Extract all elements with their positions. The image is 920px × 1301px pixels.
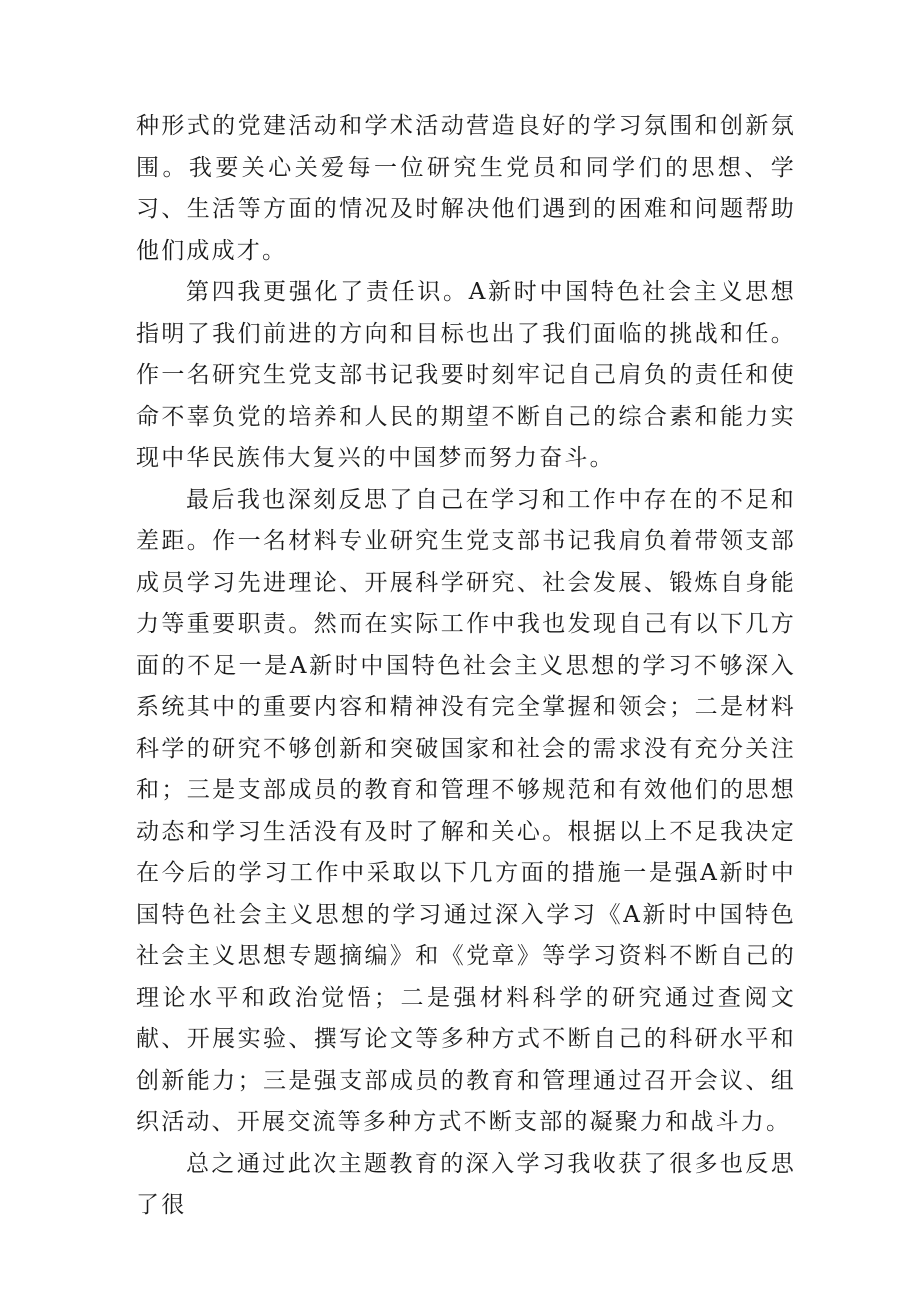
paragraph-1: 种形式的党建活动和学术活动营造良好的学习氛围和创新氛围。我要关心关爱每一位研究生党员和同学们的思想、学习、生活等方面的情况及时解决他们遇到的困难和问题帮助他们成成才。 bbox=[136, 113, 796, 264]
paragraph-3: 最后我也深刻反思了自己在学习和工作中存在的不足和差距。作一名材料专业研究生党支部书记我肩负着带领支部成员学习先进理论、开展科学研究、社会发展、锻炼自身能力等重要职责。然而在实际工作中我也发现自己有以下几方面的不足一是A新时中国特色社会主义思想的学习不够深入系统其中的重要内容和精神没有完全掌握和领会；二是材料科学的研究不够创新和突破国家和社会的需求没有充分关注和；三是支部成员的教育和管理不够规范和有效他们的思想动态和学习生活没有及时了解和关心。根据以上不足我决定在今后的学习工作中采取以下几方面的措施一是强A新时中国特色社会主义思想的学习通过深入学习《A新时中国特色社会主义思想专题摘编》和《党章》等学习资料不断自己的理论水平和政治觉悟；二是强材料科学的研究通过查阅文献、开展实验、撰写论文等多种方式不断自己的科研水平和创新能力；三是强支部成员的教育和管理通过召开会议、组织活动、开展交流等多种方式不断支部的凝聚力和战斗力。 bbox=[136, 486, 796, 1135]
paragraph-4: 总之通过此次主题教育的深入学习我收获了很多也反思了很 bbox=[136, 1150, 796, 1218]
document-body bbox=[136, 106, 796, 1227]
paragraph-2: 第四我更强化了责任识。A新时中国特色社会主义思想指明了我们前进的方向和目标也出了我们面临的挑战和任。作一名研究生党支部书记我要时刻牢记自己肩负的责任和使命不辜负党的培养和人民的期望不断自己的综合素和能力实现中华民族伟大复兴的中国梦而努力奋斗。 bbox=[136, 279, 796, 471]
